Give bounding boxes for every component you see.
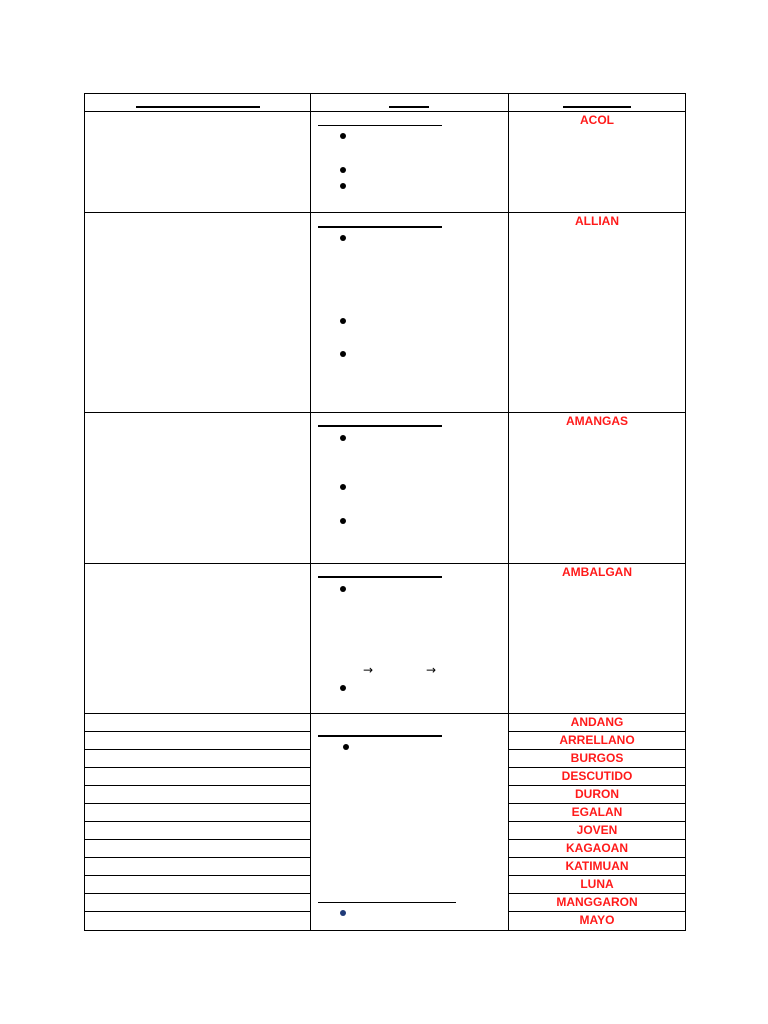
subrow-divider: [84, 749, 310, 750]
header-underline-col2: [389, 106, 429, 108]
bullet: [340, 235, 346, 241]
barangay-name: ACOL: [580, 113, 614, 127]
barangay-name: KATIMUAN: [565, 859, 629, 873]
barangay-name: ALLIAN: [575, 214, 619, 228]
subrow-divider: [84, 767, 310, 768]
cell-heading-underline: [318, 735, 442, 737]
cell-heading-underline: [318, 425, 442, 427]
table-border-bottom: [84, 930, 686, 931]
barangay-name: MANGGARON: [556, 895, 638, 909]
subrow-divider: [508, 749, 686, 750]
table-border-left: [84, 93, 85, 931]
header-underline-col1: [136, 106, 260, 108]
table-border-top: [84, 93, 686, 94]
barangay-name: AMANGAS: [566, 414, 628, 428]
cell-heading-underline: [318, 576, 442, 578]
barangay-name: MAYO: [579, 913, 615, 927]
subrow-divider: [84, 839, 310, 840]
bullet: [343, 744, 349, 750]
subrow-divider: [84, 821, 310, 822]
bullet: [340, 910, 346, 916]
table-border-col2: [310, 93, 311, 931]
subrow-divider: [84, 803, 310, 804]
subrow-divider: [84, 785, 310, 786]
subrow-divider: [84, 911, 310, 912]
barangay-name: ARRELLANO: [559, 733, 635, 747]
row-divider: [84, 563, 686, 564]
cell-heading-underline: [318, 902, 456, 903]
subrow-divider: [508, 785, 686, 786]
bullet: [340, 318, 346, 324]
header-underline-col3: [563, 106, 631, 108]
subrow-divider: [508, 893, 686, 894]
subrow-divider: [84, 731, 310, 732]
barangay-name: EGALAN: [571, 805, 623, 819]
subrow-divider: [84, 893, 310, 894]
subrow-divider: [84, 857, 310, 858]
cell-heading-underline: [318, 125, 442, 126]
bullet: [340, 133, 346, 139]
row-divider: [84, 412, 686, 413]
bullet: [340, 518, 346, 524]
subrow-divider: [508, 821, 686, 822]
subrow-divider: [84, 875, 310, 876]
barangay-name: KAGAOAN: [566, 841, 628, 855]
bullet: [340, 435, 346, 441]
arrow-right-icon: →: [363, 663, 374, 677]
row-divider: [84, 713, 686, 714]
bullet: [340, 685, 346, 691]
subrow-divider: [508, 911, 686, 912]
barangay-name: JOVEN: [576, 823, 618, 837]
barangay-name: LUNA: [580, 877, 614, 891]
barangay-name: DESCUTIDO: [561, 769, 633, 783]
barangay-name: ANDANG: [570, 715, 624, 729]
bullet: [340, 351, 346, 357]
bullet: [340, 183, 346, 189]
row-divider: [84, 212, 686, 213]
barangay-name: BURGOS: [570, 751, 624, 765]
subrow-divider: [508, 767, 686, 768]
header-row-bottom: [84, 111, 686, 112]
subrow-divider: [508, 839, 686, 840]
bullet: [340, 167, 346, 173]
bullet: [340, 586, 346, 592]
table-border-right: [685, 93, 686, 931]
subrow-divider: [508, 731, 686, 732]
barangay-name: AMBALGAN: [562, 565, 632, 579]
subrow-divider: [508, 803, 686, 804]
cell-heading-underline: [318, 226, 442, 228]
arrow-right-icon: →: [426, 663, 437, 677]
barangay-name: DURON: [575, 787, 619, 801]
subrow-divider: [508, 875, 686, 876]
bullet: [340, 484, 346, 490]
subrow-divider: [508, 857, 686, 858]
